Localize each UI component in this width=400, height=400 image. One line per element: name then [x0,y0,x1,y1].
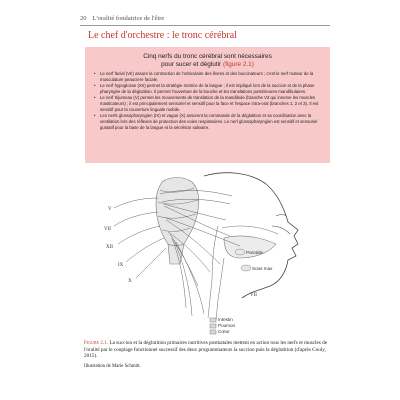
anatomical-illustration [100,168,315,336]
info-box-title-line2: pour sucer et déglutir [161,61,222,68]
figure-caption [84,340,334,360]
section-title: Le chef d'orchestre : le tronc cérébral [88,30,237,41]
label-coeur: Cœur [218,329,230,334]
running-header [80,14,330,24]
figure-caption-label: Figure 2.1. [84,340,109,346]
bullet-item: • Le nerf hypoglosse (XII) permet la stratégie motrice de la langue ; il est impliqué lors de la succion et de la phase pharyngée de la déglutition. Il permet l'ouverture de la bouche et les translations postérieures mandibulaires. [94,83,324,95]
header-rule [80,25,330,26]
illustration-credit: Illustration de Marie Schmitt. [84,364,141,369]
bullet-item: • Le nerf facial (VII) assure la contraction de l'orbiculaire des lèvres et des buccinateurs ; c'est le nerf moteur de la musculature peauciere faciale. [94,71,324,83]
face-profile-drawing [204,173,298,298]
nerve-label-x: X [128,279,132,284]
bullet-item: • Le nerf trijumeau (V) permet les mouvements de translation de la mandibule (branche V3 qui innerve les muscles masticateurs) ; il est principalement sensoriel et sensitif pour la face et l'espace intra-oral (branches 1, 2 et 3). Il est sensitif pour la couverture linguale mobile. [94,95,324,113]
nerve-label-vii: VII [104,227,111,232]
page-number: 20 [80,15,87,22]
bullet-item: • Les nerfs glossopharyngien (IX) et vague (X) assurent la commande de la déglutition et sa coordination avec la ventilation lors des réflexes de protection des voies respiratoires. Le nerf glossopharyngien est sensitif et sensoriel gustatif pour la base de la langue et la sécrétion salivaire. [94,113,324,131]
organ-markers-drawing [210,318,216,334]
label-intestin: Intestin [218,317,233,322]
info-box-bullets [94,71,324,131]
figure-caption-text: La succion et la déglutition primaires nutritives postnatales mettent en action tous les nerfs et muscles de l'oralité par le couplage fonctionnel successif des deux programmateurs la succion puis la déglutition (d'après Couly, 2015). [84,340,328,360]
label-poumon: Poumon [218,323,236,328]
label-sous-max: Sous max [252,266,273,271]
running-title: L'oralité fondatrice de l'être [92,15,165,22]
nerve-label-v: V [108,207,112,212]
oral-cavity-drawing [208,226,278,320]
label-parotide: Parotide [246,250,264,255]
info-box-title [85,53,330,69]
nerve-label-xii: XII [106,245,113,250]
figure-reference-link[interactable]: (figure 2.1) [222,61,254,68]
info-box-title-line1: Cinq nerfs du tronc cérébral sont nécessaires [143,53,272,60]
nerve-label-vii-face: VII [250,293,257,298]
nerve-label-ix: IX [118,263,124,268]
info-box-title-line2-wrap [85,61,330,69]
info-box [85,47,330,163]
